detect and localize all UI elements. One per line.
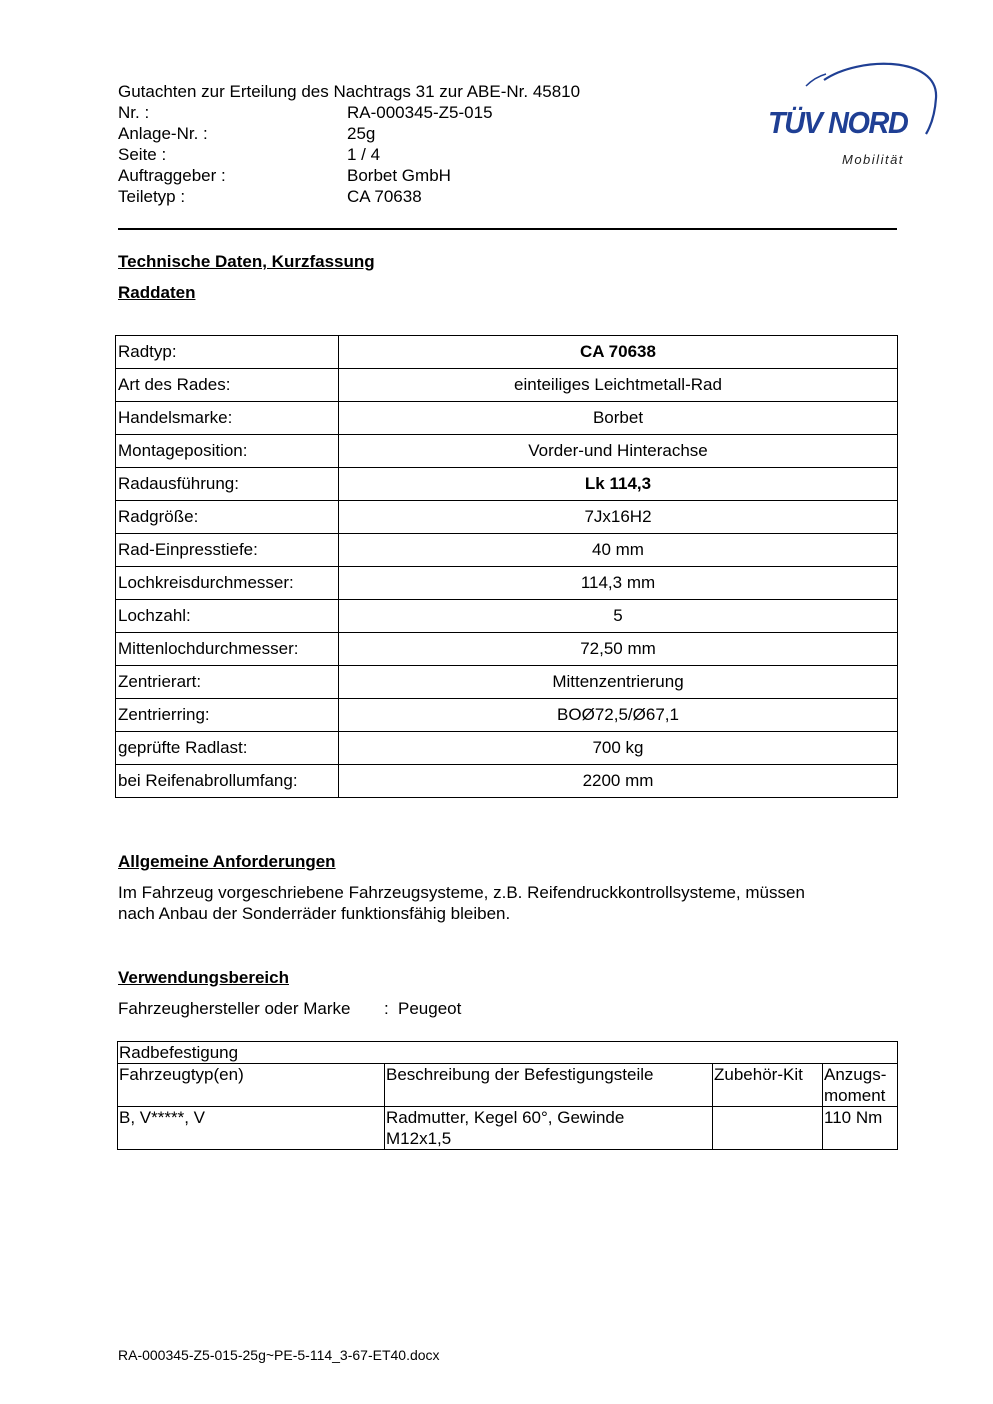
table-row bbox=[116, 336, 898, 369]
maker-line bbox=[118, 998, 462, 1019]
table-value: 7Jx16H2 bbox=[339, 501, 898, 534]
header-line: Anzugs- bbox=[824, 1065, 887, 1084]
section-heading-verwendung: Verwendungsbereich bbox=[118, 968, 289, 987]
logo-subtitle: Mobilität bbox=[842, 152, 904, 167]
paragraph-line: Im Fahrzeug vorgeschriebene Fahrzeugsysteme, z.B. Reifendruckkontrollsysteme, müssen bbox=[118, 883, 805, 902]
table-row bbox=[116, 402, 898, 435]
table-value: Mittenzentrierung bbox=[339, 666, 898, 699]
column-header: Beschreibung der Befestigungsteile bbox=[385, 1064, 713, 1107]
document-title: Gutachten zur Erteilung des Nachtrags 31 zur ABE-Nr. 45810 bbox=[118, 82, 581, 101]
header-value: Borbet GmbH bbox=[347, 166, 451, 185]
table-key: Radausführung: bbox=[116, 468, 339, 501]
table-value: 5 bbox=[339, 600, 898, 633]
table-key: Lochkreisdurchmesser: bbox=[116, 567, 339, 600]
table-value: BOØ72,5/Ø67,1 bbox=[339, 699, 898, 732]
paragraph-line: nach Anbau der Sonderräder funktionsfähig bleiben. bbox=[118, 904, 511, 923]
table-key: Radtyp: bbox=[116, 336, 339, 369]
header-label: Seite : bbox=[118, 145, 167, 164]
table-value: 2200 mm bbox=[339, 765, 898, 798]
table-row bbox=[116, 765, 898, 798]
table-row bbox=[118, 1107, 898, 1150]
table-key: Mittenlochdurchmesser: bbox=[116, 633, 339, 666]
table-value: CA 70638 bbox=[339, 336, 898, 369]
table-key: Montageposition: bbox=[116, 435, 339, 468]
header-label: Teiletyp : bbox=[118, 187, 186, 206]
header-line: moment bbox=[824, 1086, 886, 1105]
header-value: RA-000345-Z5-015 bbox=[347, 103, 493, 122]
table-value: Borbet bbox=[339, 402, 898, 435]
table-value: einteiliges Leichtmetall-Rad bbox=[339, 369, 898, 402]
header-label: Auftraggeber : bbox=[118, 166, 226, 185]
header-divider bbox=[118, 228, 897, 230]
table-row bbox=[116, 699, 898, 732]
header-value: 1 / 4 bbox=[347, 145, 381, 164]
table-row bbox=[116, 633, 898, 666]
table-value: 40 mm bbox=[339, 534, 898, 567]
table-key: Radgröße: bbox=[116, 501, 339, 534]
tuv-nord-logo bbox=[764, 58, 944, 170]
table-key: Zentrierart: bbox=[116, 666, 339, 699]
table-cell-kit bbox=[713, 1107, 823, 1150]
raddaten-table bbox=[115, 335, 898, 798]
table-cell-beschreibung bbox=[385, 1107, 713, 1150]
cell-line: Radmutter, Kegel 60°, Gewinde bbox=[386, 1108, 625, 1127]
column-header: Zubehör-Kit bbox=[713, 1064, 823, 1107]
table-key: Lochzahl: bbox=[116, 600, 339, 633]
header-value: 25g bbox=[347, 124, 376, 143]
maker-separator: : bbox=[384, 999, 389, 1018]
section-heading-technische: Technische Daten, Kurzfassung bbox=[118, 252, 375, 271]
table-row bbox=[116, 666, 898, 699]
logo-brand-text: TÜV NORD bbox=[768, 105, 908, 140]
section-heading-allgemeine: Allgemeine Anforderungen bbox=[118, 852, 336, 871]
header-label: Nr. : bbox=[118, 103, 150, 122]
table-row bbox=[116, 534, 898, 567]
allgemeine-paragraph bbox=[118, 882, 898, 924]
table-key: Art des Rades: bbox=[116, 369, 339, 402]
table-value: 72,50 mm bbox=[339, 633, 898, 666]
radbefestigung-table bbox=[117, 1041, 898, 1150]
table-key: Zentrierring: bbox=[116, 699, 339, 732]
table-key: bei Reifenabrollumfang: bbox=[116, 765, 339, 798]
maker-value: Peugeot bbox=[398, 999, 462, 1018]
maker-label: Fahrzeughersteller oder Marke bbox=[118, 999, 351, 1018]
table-row bbox=[116, 600, 898, 633]
header-label: Anlage-Nr. : bbox=[118, 124, 208, 143]
column-header: Fahrzeugtyp(en) bbox=[118, 1064, 385, 1107]
table-row bbox=[118, 1042, 898, 1064]
table-row bbox=[116, 501, 898, 534]
table-row bbox=[116, 567, 898, 600]
table-key: Handelsmarke: bbox=[116, 402, 339, 435]
header-value: CA 70638 bbox=[347, 187, 422, 206]
table-key: Rad-Einpresstiefe: bbox=[116, 534, 339, 567]
table-value: 700 kg bbox=[339, 732, 898, 765]
table-row bbox=[116, 435, 898, 468]
table-title: Radbefestigung bbox=[118, 1042, 898, 1064]
column-header-moment bbox=[823, 1064, 898, 1107]
table-value: Vorder-und Hinterachse bbox=[339, 435, 898, 468]
cell-line: M12x1,5 bbox=[386, 1129, 452, 1148]
table-value: Lk 114,3 bbox=[339, 468, 898, 501]
table-row bbox=[116, 732, 898, 765]
table-value: 114,3 mm bbox=[339, 567, 898, 600]
footer-filename: RA-000345-Z5-015-25g~PE-5-114_3-67-ET40.docx bbox=[118, 1347, 440, 1363]
table-header-row bbox=[118, 1064, 898, 1107]
table-cell-moment: 110 Nm bbox=[823, 1107, 898, 1150]
section-heading-raddaten: Raddaten bbox=[118, 283, 196, 302]
table-row bbox=[116, 369, 898, 402]
table-row bbox=[116, 468, 898, 501]
table-cell-typ: B, V*****, V bbox=[118, 1107, 385, 1150]
table-key: geprüfte Radlast: bbox=[116, 732, 339, 765]
